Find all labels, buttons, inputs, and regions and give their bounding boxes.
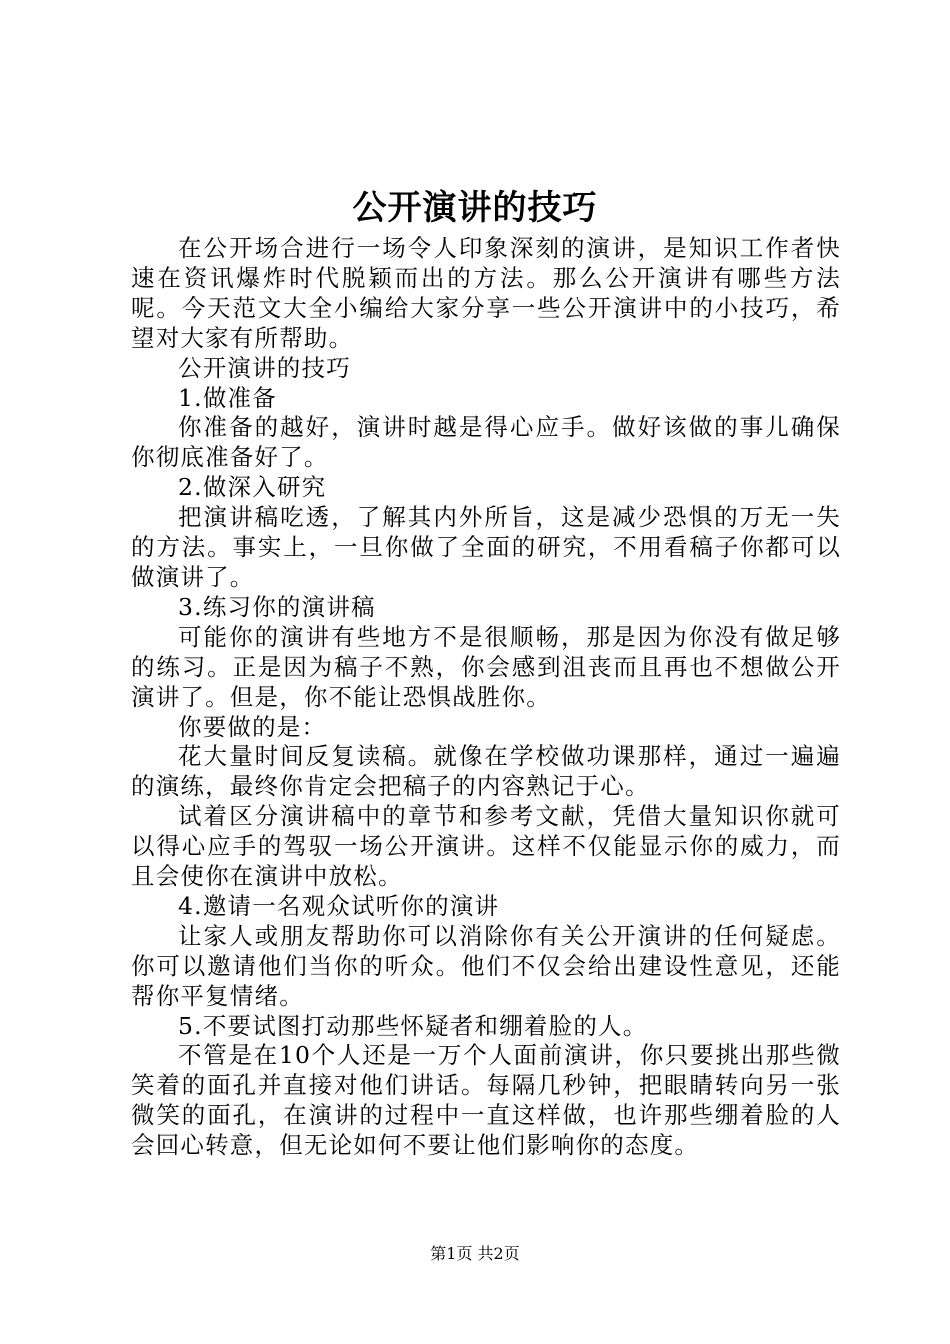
body-paragraph: 花大量时间反复读稿。就像在学校做功课那样，通过一遍遍的演练，最终你肯定会把稿子的内容熟记于心。 [131,742,841,801]
item-heading-4: 4.邀请一名观众试听你的演讲 [178,891,500,920]
section-heading: 公开演讲的技巧 [178,353,351,382]
body-paragraph: 把演讲稿吃透，了解其内外所旨，这是减少恐惧的万无一失的方法。事实上，一旦你做了全面的研究，不用看稿子你都可以做演讲了。 [131,503,841,591]
document-title: 公开演讲的技巧 [352,188,598,228]
body-paragraph: 不管是在10个人还是一万个人面前演讲，你只要挑出那些微笑着的面孔并直接对他们讲话。每隔几秒钟，把眼睛转向另一张微笑的面孔，在演讲的过程中一直这样做，也许那些绷着脸的人会回心转意，但无论如何不要让他们影响你的态度。 [131,1041,841,1160]
item-heading-5: 5.不要试图打动那些怀疑者和绷着脸的人。 [178,1011,648,1040]
item-heading-2: 2.做深入研究 [178,473,327,502]
item-heading-1: 1.做准备 [178,383,277,412]
body-paragraph: 你要做的是： [178,712,327,741]
body-paragraph: 可能你的演讲有些地方不是很顺畅，那是因为你没有做足够的练习。正是因为稿子不熟，你会感到沮丧而且再也不想做公开演讲了。但是，你不能让恐惧战胜你。 [131,622,841,711]
intro-paragraph: 在公开场合进行一场令人印象深刻的演讲，是知识工作者快速在资讯爆炸时代脱颖而出的方法。那么公开演讲有哪些方法呢。今天范文大全小编给大家分享一些公开演讲中的小技巧，希望对大家有所帮助。 [131,234,841,352]
item-heading-3: 3.练习你的演讲稿 [178,592,376,621]
body-paragraph: 你准备的越好，演讲时越是得心应手。做好该做的事儿确保你彻底准备好了。 [131,413,841,472]
page-footer: 第1页 共2页 [430,1244,520,1263]
document-body [131,234,841,1161]
body-paragraph: 让家人或朋友帮助你可以消除你有关公开演讲的任何疑虑。你可以邀请他们当你的听众。他们不仅会给出建设性意见，还能帮你平复情绪。 [131,921,841,1010]
body-paragraph: 试着区分演讲稿中的章节和参考文献，凭借大量知识你就可以得心应手的驾驭一场公开演讲。这样不仅能显示你的威力，而且会使你在演讲中放松。 [131,802,841,891]
